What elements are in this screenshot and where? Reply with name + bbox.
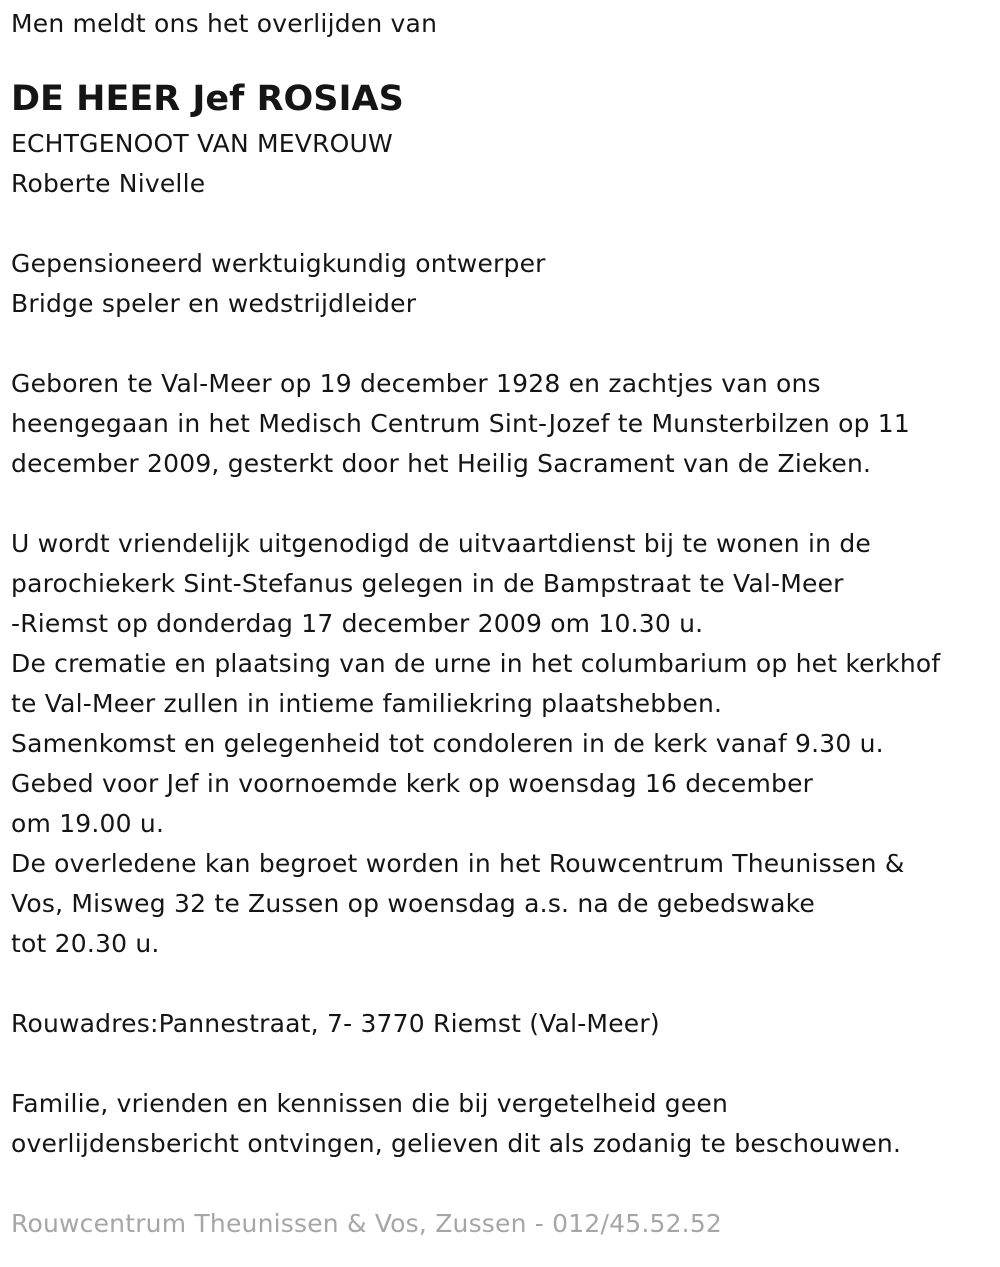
ceremony-line: U wordt vriendelijk uitgenodigd de uitvaartdienst bij te wonen in de	[11, 529, 871, 558]
spacer	[11, 1164, 996, 1204]
ceremony-line: -Riemst op donderdag 17 december 2009 om 10.30 u.	[11, 609, 704, 638]
mourning-address: Rouwadres:Pannestraat, 7- 3770 Riemst (Val-Meer)	[11, 1009, 660, 1038]
ceremony-line: tot 20.30 u.	[11, 929, 160, 958]
spacer	[11, 1044, 996, 1084]
ceremony-line: Samenkomst en gelegenheid tot condoleren in de kerk vanaf 9.30 u.	[11, 729, 884, 758]
ceremony-line: om 19.00 u.	[11, 809, 165, 838]
ceremony-line: parochiekerk Sint-Stefanus gelegen in de Bampstraat te Val-Meer	[11, 569, 844, 598]
spacer	[11, 324, 996, 364]
ceremony-line: De overledene kan begroet worden in het Rouwcentrum Theunissen &	[11, 849, 905, 878]
spouse-name: Roberte Nivelle	[11, 169, 206, 198]
spacer	[11, 204, 996, 244]
spacer	[11, 964, 996, 1004]
occupation-line: Gepensioneerd werktuigkundig ontwerper	[11, 249, 546, 278]
ceremony-line: De crematie en plaatsing van de urne in het columbarium op het kerkhof	[11, 649, 941, 678]
spouse-line: ECHTGENOOT VAN MEVROUW	[11, 129, 393, 158]
occupation-line: Bridge speler en wedstrijdleider	[11, 289, 417, 318]
birth-death-line: Geboren te Val-Meer op 19 december 1928 en zachtjes van ons	[11, 369, 821, 398]
ceremony-line: Gebed voor Jef in voornoemde kerk op woensdag 16 december	[11, 769, 814, 798]
birth-death-line: heengegaan in het Medisch Centrum Sint-Jozef te Munsterbilzen op 11	[11, 409, 910, 438]
ceremony-line: te Val-Meer zullen in intieme familiekring plaatshebben.	[11, 689, 723, 718]
closing-line: overlijdensbericht ontvingen, gelieven dit als zodanig te beschouwen.	[11, 1129, 902, 1158]
obituary-notice	[11, 4, 996, 1244]
spacer	[11, 484, 996, 524]
closing-line: Familie, vrienden en kennissen die bij vergetelheid geen	[11, 1089, 729, 1118]
intro-text: Men meldt ons het overlijden van	[11, 9, 438, 38]
funeral-home-footer: Rouwcentrum Theunissen & Vos, Zussen - 012/45.52.52	[11, 1209, 723, 1238]
birth-death-line: december 2009, gesterkt door het Heilig Sacrament van de Zieken.	[11, 449, 872, 478]
ceremony-line: Vos, Misweg 32 te Zussen op woensdag a.s. na de gebedswake	[11, 889, 815, 918]
deceased-name: DE HEER Jef ROSIAS	[11, 79, 404, 119]
